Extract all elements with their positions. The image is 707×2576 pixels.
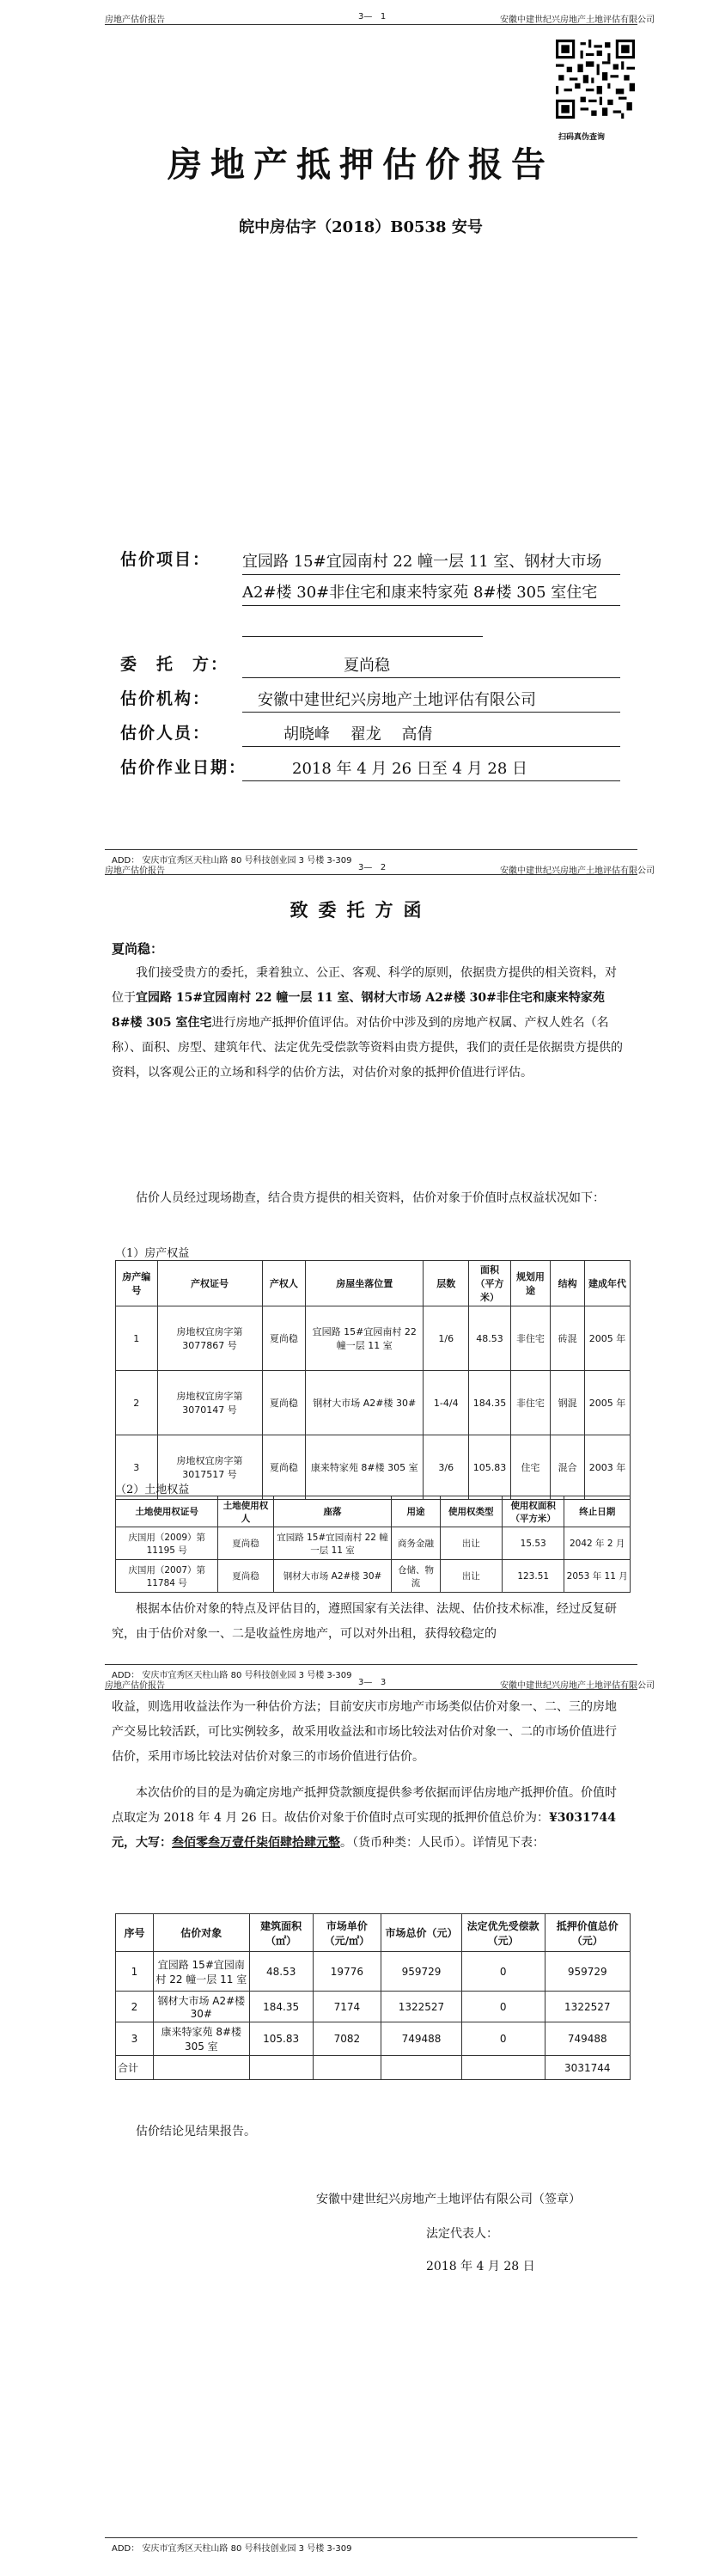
letter-title: 致委托方函 [290,899,432,921]
header-page-number: 3— 2 [358,863,387,872]
table-row: 1 宜园路 15#宜园南村 22 幢一层 11 室 48.53 19776 959729 0 959729 [116,1952,631,1992]
valuation-result-table [115,1913,631,2080]
appraised-total-uppercase: 叁佰零叁万壹仟柒佰肆拾肆元整 [172,1836,340,1850]
land-rights-table [115,1496,631,1593]
header-left: 房地产估价报告 [105,1681,165,1691]
table-row: 庆国用（2009）第 11195 号 夏尚稳 宜园路 15#宜园南村 22 幢一层 11 室 商务金融 出让 15.53 2042 年 2 月 [116,1527,631,1560]
section-house-rights: （1）房产权益 [115,1247,190,1260]
table-header-row: 序号 估价对象 建筑面积（㎡） 市场单价（元/㎡） 市场总价（元） 法定优先受偿款（元） 抵押价值总价（元） [116,1914,631,1952]
cover-value-agency: 安徽中建世纪兴房地产土地评估有限公司 [258,691,536,709]
footer-rule [105,849,637,850]
underline [242,780,620,781]
cover-value-appraisers: 胡晓峰 翟龙 高倩 [283,725,433,743]
header-rule [105,1689,637,1690]
underline [242,712,620,713]
underline [242,574,620,575]
table-row: 庆国用（2007）第 11784 号 夏尚稳 钢材大市场 A2#楼 30# 仓储、物流 出让 123.51 2053 年 11 月 [116,1560,631,1593]
page-footer: ADD： 安庆市宜秀区天柱山路 80 号科技创业园 3 号楼 3-309 [112,2544,352,2554]
page-footer: ADD： 安庆市宜秀区天柱山路 80 号科技创业园 3 号楼 3-309 [112,1671,352,1680]
underline [242,677,620,678]
cover-label-project: 估价项目： [120,550,211,569]
cover-label-appraisers: 估价人员： [120,724,211,743]
underline [242,636,483,637]
underline [242,746,620,747]
letter-paragraph-3: 根据本估价对象的特点及评估目的，遵照国家有关法律、法规、估价技术标准，经过反复研究，由于估价对象一、二是收益性房地产，可以对外出租，获得较稳定的 [112,1602,617,1641]
header-rule [105,24,637,25]
table-row: 2 钢材大市场 A2#楼 30# 184.35 7174 1322527 0 1322527 [116,1992,631,2022]
cover-label-client: 委 托 方： [120,655,229,674]
report-title: 房地产抵押估价报告 [168,144,554,185]
cover-label-agency: 估价机构： [120,689,211,708]
qr-code-icon [556,40,635,119]
house-rights-table [115,1260,631,1500]
header-company: 安徽中建世纪兴房地产土地评估有限公司 [500,15,655,25]
page-footer: ADD： 安庆市宜秀区天柱山路 80 号科技创业园 3 号楼 3-309 [112,856,352,866]
cover-value-dates: 2018 年 4 月 26 日至 4 月 28 日 [292,760,528,778]
table-header-row: 房产编号 产权证号 产权人 房屋坐落位置 层数 面积（平方米） 规划用途 结构 建成年代 [116,1261,631,1306]
cover-value-project: 宜园路 15#宜园南村 22 幢一层 11 室、钢材大市场 A2#楼 30#非住宅和康来特家苑 8#楼 305 室住宅 [242,553,602,602]
table-header-row: 土地使用权证号 土地使用权人 座落 用途 使用权类型 使用权面积（平方米） 终止日期 [116,1496,631,1527]
table-row: 1 房地权宜房字第 3077867 号 夏尚稳 宜园路 15#宜园南村 22 幢一层 11 室 1/6 48.53 非住宅 砖混 2005 年 [116,1306,631,1371]
qr-caption: 扫码真伪查询 [558,133,606,142]
letter-salutation: 夏尚稳： [112,941,164,957]
footer-rule [105,2537,637,2538]
letter-paragraph-6: 估价结论见结果报告。 [136,2125,256,2139]
appraised-total-amount: ¥3031744元 [112,1811,616,1850]
letter-paragraph-4: 收益，则选用收益法作为一种估价方法；目前安庆市房地产市场类似估价对象一、二、三的房地产交易比较活跃，可比实例较多，故采用收益法和市场比较法对估价对象一、二的市场价值进行估价，采用市场比较法对估价对象三的市场价值进行估价。 [112,1700,617,1764]
footer-rule [105,1664,637,1665]
header-left: 房地产估价报告 [105,866,165,876]
table-total-row: 合计 3031744 [116,2056,631,2080]
report-number: 皖中房估字（2018）B0538 安号 [239,218,483,236]
table-row: 3 康来特家苑 8#楼 305 室 105.83 7082 749488 0 749488 [116,2022,631,2056]
header-left: 房地产估价报告 [105,15,165,25]
letter-paragraph-1-subject: 宜园路 15#宜园南村 22 幢一层 11 室、钢材大市场 A2#楼 30#非住宅和康来特家苑 8#楼 305 室住宅 [112,991,605,1030]
letter-paragraph-1: 我们接受贵方的委托，秉着独立、公正、客观、科学的原则，依据贵方提供的相关资料，对位于宜园路 15#宜园南村 22 幢一层 11 室、钢材大市场 A2#楼 30#非住宅和康来特家苑 8#楼 305 室住宅进行房地产抵押价值评估。对估价中涉及到的房地产权属、产权人姓名（名称）、面积、房型、建筑年代、法定优先受偿款等资料由贵方提供，我们的责任是依据贵方提供的资料，以客观公正的立场和科学的估价方法，对估价对象的抵押价值进行评估。 [112,966,623,1080]
underline [242,605,620,606]
header-company: 安徽中建世纪兴房地产土地评估有限公司 [500,1681,655,1691]
cover-value-client: 夏尚稳 [344,657,390,675]
header-rule [105,874,637,875]
cover-label-dates: 估价作业日期： [120,758,247,777]
section-land-rights: （2）土地权益 [115,1484,190,1496]
header-page-number: 3— 3 [358,1678,387,1687]
table-row: 3 房地权宜房字第 3017517 号 夏尚稳 康来特家苑 8#楼 305 室 3/6 105.83 住宅 混合 2003 年 [116,1435,631,1500]
signature-company: 安徽中建世纪兴房地产土地评估有限公司（签章） [316,2193,581,2206]
letter-paragraph-5: 本次估价的目的是为确定房地产抵押贷款额度提供参考依据而评估房地产抵押价值。价值时点取定为 2018 年 4 月 26 日。故估价对象于价值时点可实现的抵押价值总价为：¥3031744元，大写：叁佰零叁万壹仟柒佰肆拾肆元整。（货币种类：人民币）。详情见下表： [112,1786,617,1850]
signature-legal-rep: 法定代表人： [426,2227,498,2241]
header-page-number: 3— 1 [358,12,387,21]
table-row: 2 房地权宜房字第 3070147 号 夏尚稳 钢材大市场 A2#楼 30# 1-4/4 184.35 非住宅 钢混 2005 年 [116,1371,631,1435]
letter-paragraph-2: 估价人员经过现场勘查，结合贵方提供的相关资料，估价对象于价值时点权益状况如下： [136,1191,605,1205]
signature-date: 2018 年 4 月 28 日 [426,2260,535,2273]
header-company: 安徽中建世纪兴房地产土地评估有限公司 [500,866,655,876]
